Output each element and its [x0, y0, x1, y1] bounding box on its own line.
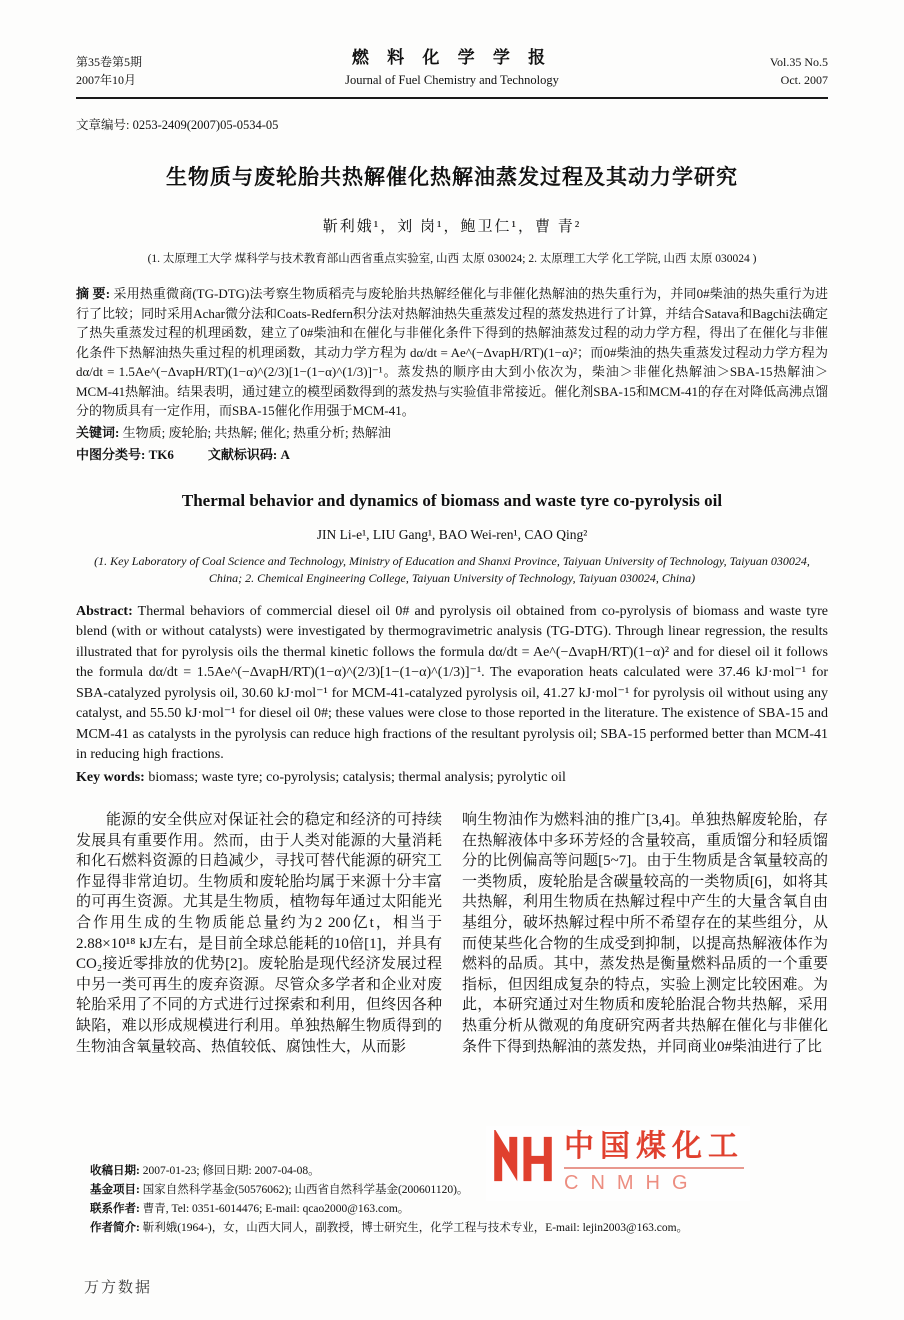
footnote-received-text: 2007-01-23; 修回日期: 2007-04-08。 [142, 1165, 320, 1177]
header-journal-block [226, 48, 678, 89]
header-divider [76, 97, 828, 99]
footnote-biography-label: 作者简介: [90, 1222, 140, 1234]
abstract-cn-text: 采用热重微商(TG-DTG)法考察生物质稻壳与废轮胎共热解经催化与非催化热解油的热失重行为，并同0#柴油的热失重行为进行了比较；同时采用Achar微分法和Coats-Redfern积分法对热解油热失重蒸发过程的蒸发热进行了计算，并结合Satava和Bagchi法确定了热失重蒸发过程的机理函数，建立了0#柴油和在催化与非催化条件下得到的热解油蒸发过程的动力学方程，得出了在催化与非催化条件下热解油热失重过程的机理函数，其动力学方程为 dα/dt = Ae^(−ΔvapH/RT)(1−α)²；而0#柴油的热失重蒸发过程动力学方程为 dα/dt = 1.5Ae^(−ΔvapH/RT)(1−α)^(2/3)[1−(1−α)^(1/3)]⁻¹。蒸发热的顺序由大到小依次为，柴油＞非催化热解油＞SBA-15热解油＞MCM-41热解油。结果表明，通过建立的模型函数得到的蒸发热与实验值非常接近。催化剂SBA-15和MCM-41的存在对降低高沸点馏分的物质具有一定作用，而SBA-15催化作用强于MCM-41。 [76, 286, 828, 418]
footnote-contact-text: 曹青, Tel: 0351-6014476; E-mail: qcao2000@163.com。 [142, 1203, 410, 1215]
affiliation-cn: (1. 太原理工大学 煤科学与技术教育部山西省重点实验室, 山西 太原 030024; 2. 太原理工大学 化工学院, 山西 太原 030024 ) [147, 253, 757, 265]
issue-date-cn: 2007年10月 [76, 73, 137, 87]
abstract-cn [76, 284, 828, 421]
abstract-cn-label: 摘 要: [76, 286, 111, 301]
article-body [76, 810, 828, 1057]
watermark-text-cn: 中国煤化工 [564, 1130, 744, 1169]
header-vol-block [678, 53, 828, 89]
cnmhg-watermark [486, 1126, 750, 1201]
journal-header [76, 48, 828, 89]
keywords-cn-label: 关键词: [76, 424, 120, 440]
authors-en: JIN Li-e¹, LIU Gang¹, BAO Wei-ren¹, CAO Qing² [316, 526, 588, 542]
footnote-contact [90, 1200, 828, 1219]
watermark-text-block [564, 1130, 744, 1197]
clc-line [76, 445, 828, 465]
page-title-en: Thermal behavior and dynamics of biomass and waste tyre co-pyrolysis oil [181, 490, 723, 510]
journal-title-en: Journal of Fuel Chemistry and Technology [345, 73, 559, 87]
vol-no-en: Vol.35 No.5 [769, 55, 828, 69]
footnote-received-label: 收稿日期: [90, 1165, 140, 1177]
keywords-en [76, 768, 828, 789]
issue-volume-cn: 第35卷第5期 [76, 55, 143, 69]
keywords-cn-text: 生物质; 废轮胎; 共热解; 催化; 热重分析; 热解油 [122, 424, 391, 440]
footnote-funding-text: 国家自然科学基金(50576062); 山西省自然科学基金(200601120)。 [142, 1184, 469, 1196]
authors-cn: 靳利娥¹，刘 岗¹，鲍卫仁¹，曹 青² [322, 219, 582, 235]
keywords-cn [76, 423, 828, 443]
affiliation-en: (1. Key Laboratory of Coal Science and Technology, Ministry of Education and Shanxi Province, Taiyuan University of Technology, Taiyuan 030024, China; 2. Chemical Engineering College, Taiyuan University of Technology, Taiyuan 030024, China) [94, 553, 810, 585]
abstract-en-label: Abstract: [76, 603, 133, 619]
abstract-en-text: Thermal behaviors of commercial diesel oil 0# and pyrolysis oil obtained from co-pyrolysis of biomass and waste tyre blend (with or without catalysts) were investigated by thermogravimetric analysis (TG-DTG). Through linear regression, the results illustrated that for pyrolysis oils the thermal kinetic follows the formula dα/dt = Ae^(−ΔvapH/RT)(1−α)² and for diesel oil it follows the formula dα/dt = 1.5Ae^(−ΔvapH/RT)(1−α)^(2/3)[1−(1−α)^(1/3)]⁻¹. The evaporation heats calculated were 37.46 kJ·mol⁻¹ for SBA-catalyzed pyrolysis oil, 30.60 kJ·mol⁻¹ for MCM-41-catalyzed pyrolysis oil, 41.27 kJ·mol⁻¹ for pyrolysis oil without using any catalyst, and 55.50 kJ·mol⁻¹ for diesel oil 0#; these values were close to those reported in the literature. The existence of SBA-15 and MCM-41 as catalysts in the pyrolysis can reduce high fractions of the resultant pyrolysis oil; SBA-15 performed better than MCM-41 in reducing high fractions. [76, 603, 828, 762]
footnote-biography-text: 靳利娥(1964-)，女，山西大同人，副教授，博士研究生，化学工程与技术专业，E-mail: lejin2003@163.com。 [142, 1222, 689, 1234]
doc-code: 文献标识码: A [207, 447, 290, 462]
issue-date-en: Oct. 2007 [780, 73, 828, 87]
header-issue-block [76, 53, 226, 89]
abstract-en [76, 602, 828, 766]
keywords-en-text: biomass; waste tyre; co-pyrolysis; catalysis; thermal analysis; pyrolytic oil [148, 769, 566, 785]
body-left-column: 能源的安全供应对保证社会的稳定和经济的可持续发展具有重要作用。然而，由于人类对能源的大量消耗和化石燃料资源的日趋减少，寻找可替代能源的研究工作显得非常迫切。生物质和废轮胎均属于来源十分丰富的可再生资源。尤其是生物质，植物每年通过太阳能光合作用生成的生物质能总量约为2 200亿t，相当于2.88×10¹⁸ kJ左右，是目前全球总能耗的10倍[1]，并具有CO₂接近零排放的优势[2]。废轮胎是现代经济发展过程中另一类可再生的废弃资源。尽管众多学者和企业对废轮胎采用了不同的方式进行过探索和利用，但终因各种缺陷，难以形成规模进行利用。单独热解生物质得到的生物油含氧量较高、热值较低、腐蚀性大，从而影 [76, 812, 442, 1055]
cnmhg-logo-icon [492, 1130, 554, 1188]
journal-title-cn: 燃 料 化 学 学 报 [351, 48, 553, 67]
footnote-contact-label: 联系作者: [90, 1203, 140, 1215]
keywords-en-label: Key words: [76, 769, 145, 785]
clc-number: 中图分类号: TK6 [76, 447, 174, 462]
page-title-cn: 生物质与废轮胎共热解催化热解油蒸发过程及其动力学研究 [166, 165, 738, 189]
footnote-biography [90, 1219, 828, 1238]
footnote-funding-label: 基金项目: [90, 1184, 140, 1196]
body-right-column: 响生物油作为燃料油的推广[3,4]。单独热解废轮胎，存在热解液体中多环芳烃的含量较高，重质馏分和轻质馏分的比例偏高等问题[5~7]。由于生物质是含氧量较高的一类物质，废轮胎是含碳量较高的一类物质[6]，如将其共热解，利用生物质在热解过程中产生的大量含氧自由基组分，破坏热解过程中所不希望存在的某些组分，从而使某些化合物的生成受到抑制，以提高热解液体作为燃料的品质。其中，蒸发热是衡量燃料品质的一个重要指标，但因组成复杂的特点，实验上测定比较困难。为此，本研究通过对生物质和废轮胎混合物共热解，采用热重分析从微观的角度研究两者共热解在催化与非催化条件下得到热解油的蒸发热，并同商业0#柴油进行了比 [462, 812, 828, 1055]
watermark-text-en: CNMHG [564, 1172, 700, 1194]
wanfang-brand: 万方数据 [84, 1280, 153, 1296]
article-number: 文章编号: 0253-2409(2007)05-0534-05 [76, 118, 279, 132]
